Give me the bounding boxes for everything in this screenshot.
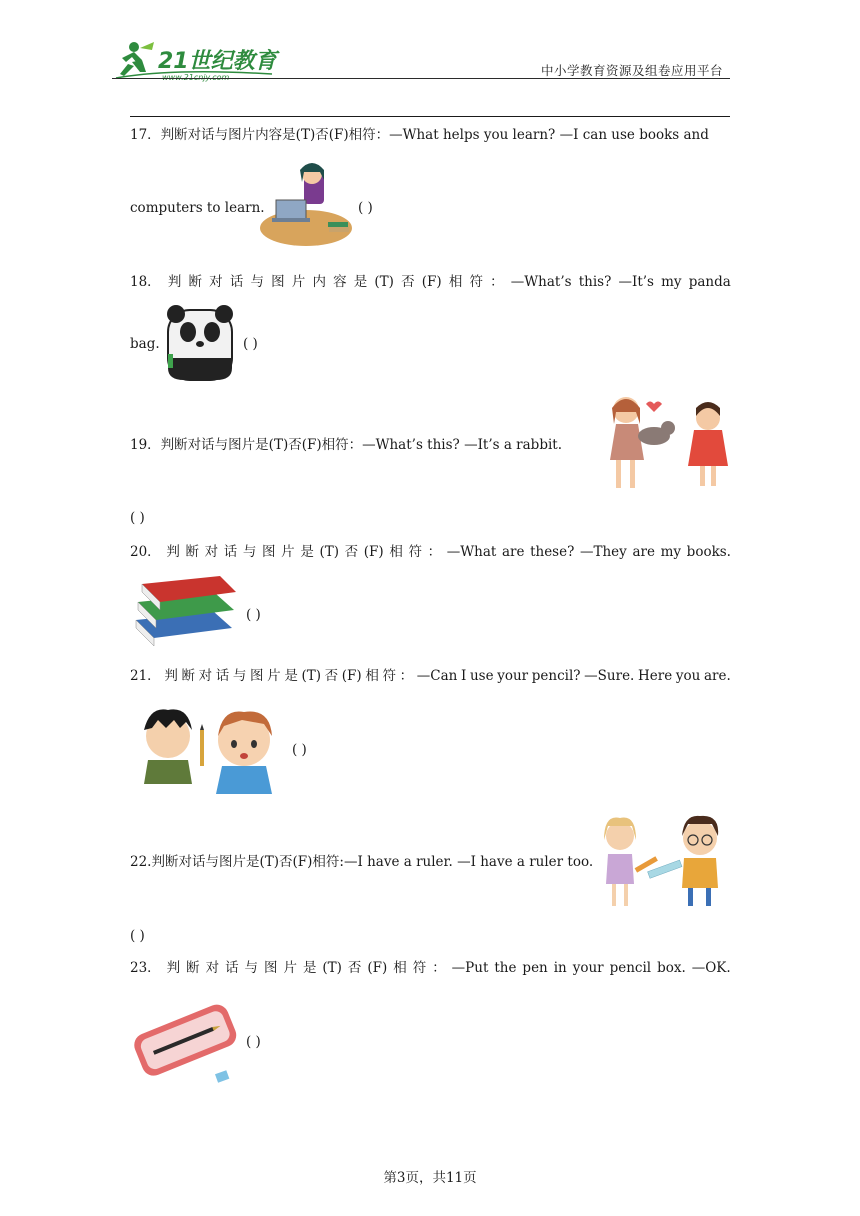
q19-line1: 19．判断对话与图片是(T)否(F)相符：—What’s this? —It’s a rabbit. xyxy=(130,437,562,453)
stack-of-books-image xyxy=(132,572,236,650)
children-with-rulers-image xyxy=(596,810,730,910)
page-number: 第3页，共11页 xyxy=(383,1170,477,1186)
q21-answer-blank[interactable]: ( ) xyxy=(292,742,307,758)
q17-line2: computers to learn. xyxy=(130,200,265,216)
boys-with-pencil-image xyxy=(130,700,286,796)
q23-line1: 23． 判 断 对 话 与 图 片 是 (T) 否 (F) 相 符 ： —Put the pen in your pencil box. —OK. xyxy=(130,960,731,976)
girl-at-computer-image xyxy=(258,160,354,248)
q18-line2: bag. xyxy=(130,336,160,352)
q18-line1: 18． 判 断 对 话 与 图 片 内 容 是 (T) 否 (F) 相 符 ： —What’s this? —It’s my panda xyxy=(130,274,731,290)
q20-answer-blank[interactable]: ( ) xyxy=(246,607,261,623)
logo-text: 21世纪教育 xyxy=(158,49,277,74)
q23-answer-blank[interactable]: ( ) xyxy=(246,1034,261,1050)
q18-answer-blank[interactable]: ( ) xyxy=(243,336,258,352)
girls-with-cat-image xyxy=(596,394,730,494)
q20-line1: 20． 判 断 对 话 与 图 片 是 (T) 否 (F) 相 符 ： —What are these? —They are my books. xyxy=(130,544,731,560)
q22-answer-blank[interactable]: ( ) xyxy=(130,928,145,944)
q21-line1: 21． 判 断 对 话 与 图 片 是 (T) 否 (F) 相 符 ： —Can I use your pencil? —Sure. Here you are. xyxy=(130,668,731,684)
panda-bag-image xyxy=(164,302,236,382)
top-rule xyxy=(130,116,730,117)
q17-answer-blank[interactable]: ( ) xyxy=(358,200,373,216)
header-platform-text: 中小学教育资源及组卷应用平台 xyxy=(540,63,723,78)
q22-line1: 22.判断对话与图片是(T)否(F)相符:—I have a ruler. —I have a ruler too. xyxy=(130,854,594,870)
pencil-box-with-pen-image xyxy=(130,994,242,1090)
q19-answer-blank[interactable]: ( ) xyxy=(130,510,145,526)
q17-line1: 17．判断对话与图片内容是(T)否(F)相符：—What helps you learn? —I can use books and xyxy=(130,127,709,143)
